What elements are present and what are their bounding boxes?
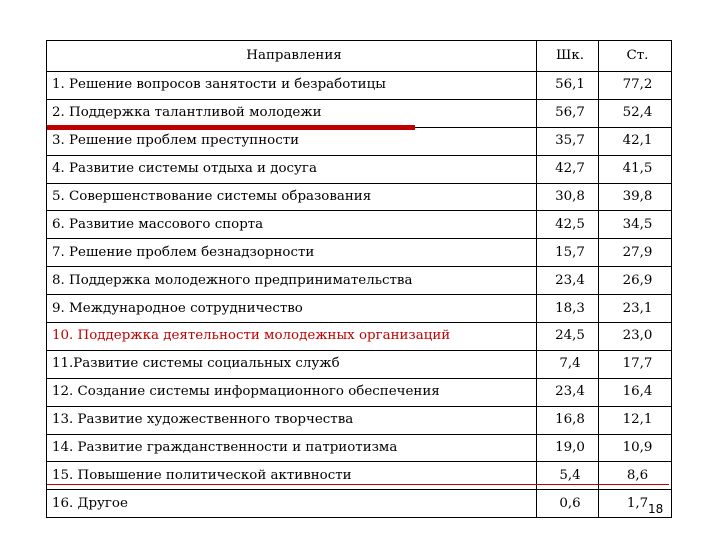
header-st: Ст. xyxy=(599,41,672,72)
table-row xyxy=(47,183,672,211)
header-shk: Шк. xyxy=(537,41,599,72)
row-value-shk: 7,4 xyxy=(537,350,599,378)
row-label: 8. Поддержка молодежного предпринимательства xyxy=(47,267,537,295)
row-value-shk: 42,7 xyxy=(537,155,599,183)
row-value-shk: 56,7 xyxy=(537,99,599,127)
row-label: 15. Повышение политической активности xyxy=(47,462,537,490)
table-row xyxy=(47,378,672,406)
row-label: 1. Решение вопросов занятости и безработицы xyxy=(47,72,537,100)
row-value-shk: 5,4 xyxy=(537,462,599,490)
table-body xyxy=(47,72,672,518)
row-value-st: 16,4 xyxy=(599,378,672,406)
row-value-st: 34,5 xyxy=(599,211,672,239)
table-row xyxy=(47,99,672,127)
row-value-st: 27,9 xyxy=(599,239,672,267)
row-value-st: 42,1 xyxy=(599,127,672,155)
row-value-shk: 18,3 xyxy=(537,295,599,323)
accent-line xyxy=(47,484,669,485)
row-value-shk: 42,5 xyxy=(537,211,599,239)
row-value-st: 77,2 xyxy=(599,72,672,100)
table-header-row xyxy=(47,41,672,72)
row-label: 9. Международное сотрудничество xyxy=(47,295,537,323)
table-row xyxy=(47,127,672,155)
table-row xyxy=(47,239,672,267)
row-value-shk: 35,7 xyxy=(537,127,599,155)
table-row xyxy=(47,490,672,518)
row-value-shk: 0,6 xyxy=(537,490,599,518)
table-row xyxy=(47,434,672,462)
row-label: 6. Развитие массового спорта xyxy=(47,211,537,239)
row-value-st: 23,1 xyxy=(599,295,672,323)
row-value-st: 39,8 xyxy=(599,183,672,211)
row-value-st: 10,9 xyxy=(599,434,672,462)
row-label: 16. Другое xyxy=(47,490,537,518)
highlight-underline-bar xyxy=(47,125,415,130)
row-label: 11.Развитие системы социальных служб xyxy=(47,350,537,378)
row-label: 10. Поддержка деятельности молодежных организаций xyxy=(47,323,537,351)
row-label: 13. Развитие художественного творчества xyxy=(47,406,537,434)
row-value-st: 12,1 xyxy=(599,406,672,434)
survey-table xyxy=(46,40,672,518)
row-value-st: 17,7 xyxy=(599,350,672,378)
row-value-st: 26,9 xyxy=(599,267,672,295)
row-value-shk: 16,8 xyxy=(537,406,599,434)
row-value-shk: 23,4 xyxy=(537,267,599,295)
table-row xyxy=(47,211,672,239)
slide-number: 18 xyxy=(648,502,664,516)
row-label: 3. Решение проблем преступности xyxy=(47,127,537,155)
row-value-shk: 23,4 xyxy=(537,378,599,406)
row-label: 14. Развитие гражданственности и патриотизма xyxy=(47,434,537,462)
row-value-st: 41,5 xyxy=(599,155,672,183)
row-value-st: 1,7 xyxy=(599,490,672,518)
row-value-st: 52,4 xyxy=(599,99,672,127)
table-row xyxy=(47,406,672,434)
row-value-shk: 19,0 xyxy=(537,434,599,462)
table-row xyxy=(47,267,672,295)
table-row xyxy=(47,350,672,378)
table-row xyxy=(47,295,672,323)
row-label: 2. Поддержка талантливой молодежи xyxy=(47,99,537,127)
row-label: 5. Совершенствование системы образования xyxy=(47,183,537,211)
row-label: 12. Создание системы информационного обеспечения xyxy=(47,378,537,406)
row-value-shk: 15,7 xyxy=(537,239,599,267)
table-row xyxy=(47,155,672,183)
row-value-shk: 30,8 xyxy=(537,183,599,211)
table-row xyxy=(47,323,672,351)
row-label: 7. Решение проблем безнадзорности xyxy=(47,239,537,267)
header-direction: Направления xyxy=(47,41,537,72)
row-value-shk: 24,5 xyxy=(537,323,599,351)
row-value-shk: 56,1 xyxy=(537,72,599,100)
row-value-st: 8,6 xyxy=(599,462,672,490)
table-row xyxy=(47,462,672,490)
row-label: 4. Развитие системы отдыха и досуга xyxy=(47,155,537,183)
table-row xyxy=(47,72,672,100)
row-value-st: 23,0 xyxy=(599,323,672,351)
